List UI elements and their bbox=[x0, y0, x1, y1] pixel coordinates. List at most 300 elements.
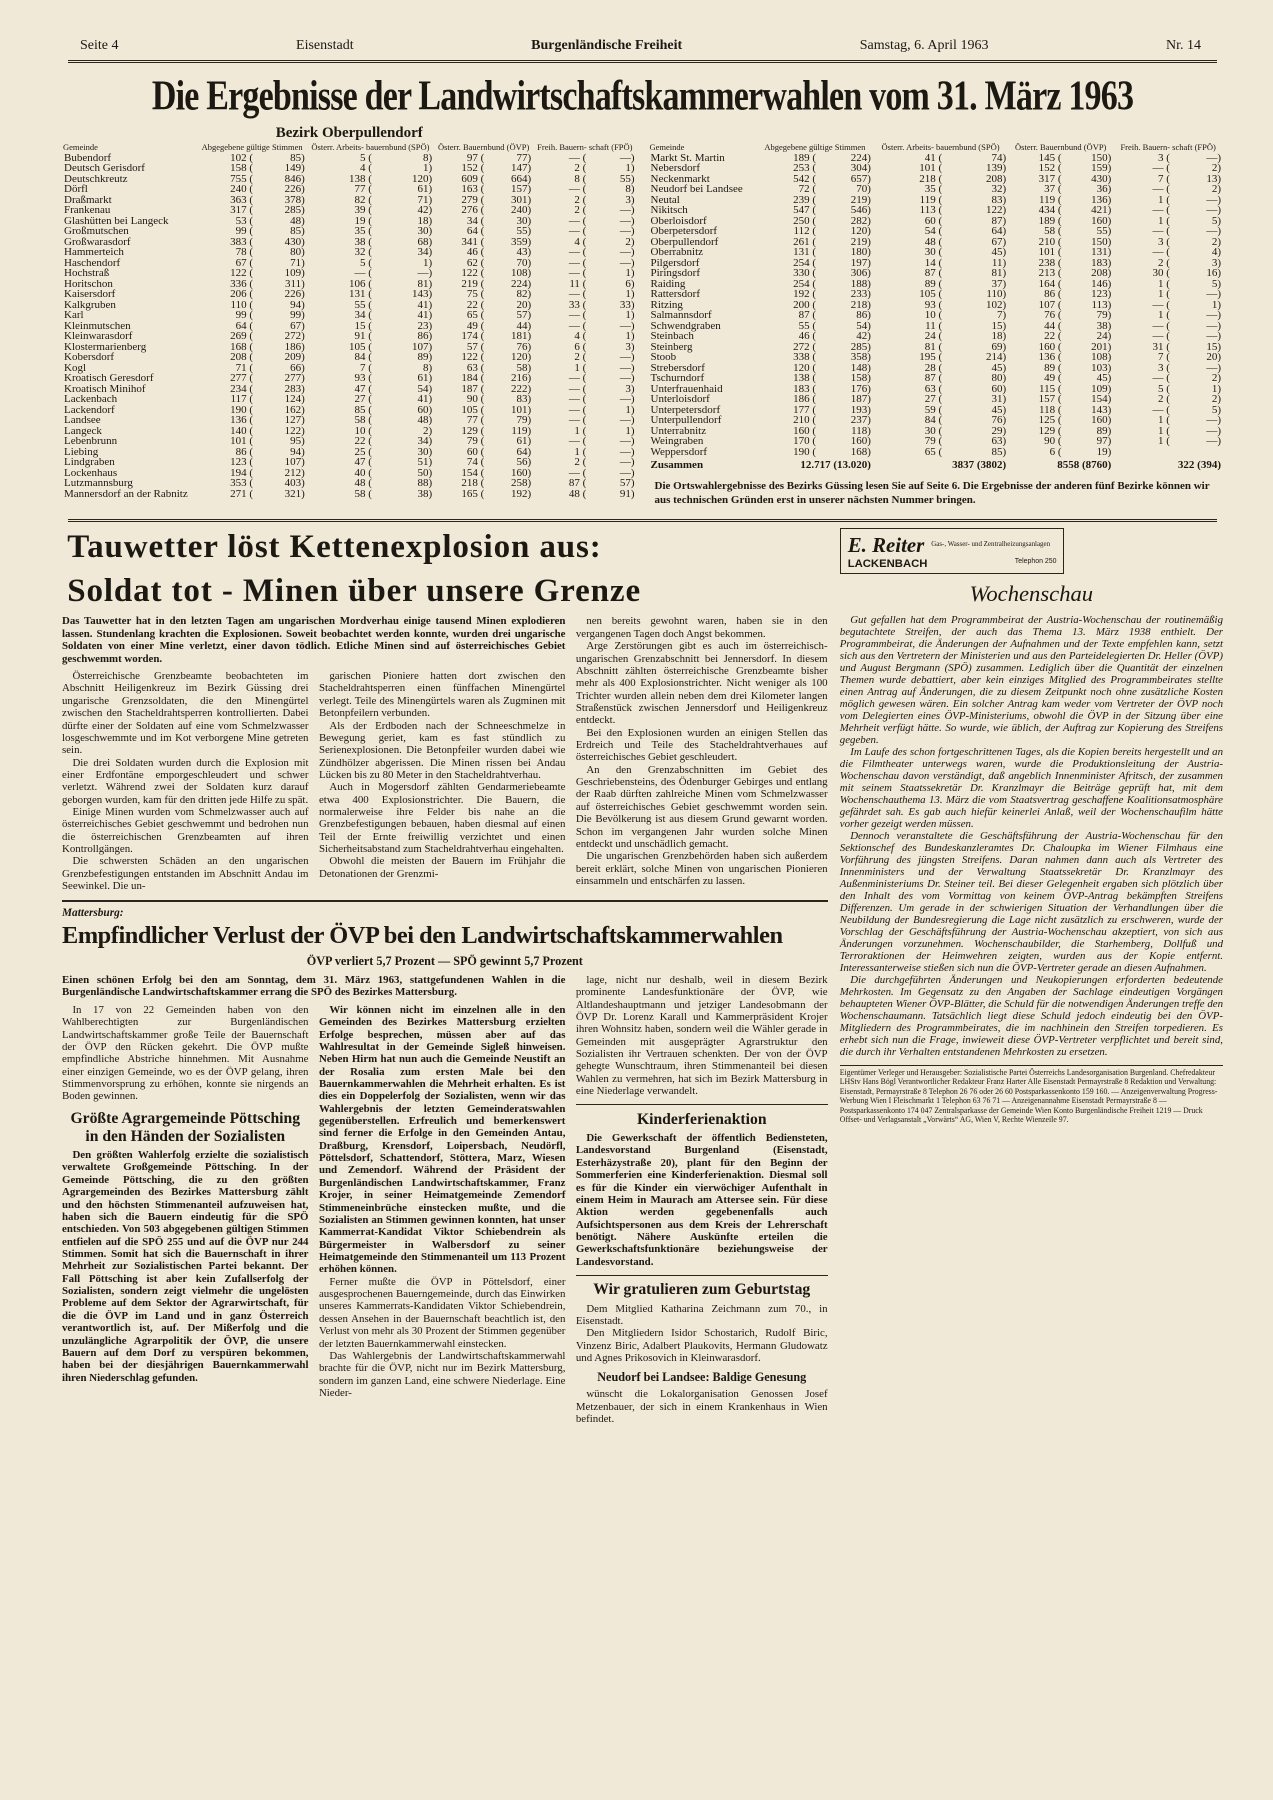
result-value: 194 ( bbox=[230, 466, 254, 479]
result-value: 19 ( bbox=[354, 214, 372, 227]
result-value: 65 ( bbox=[924, 445, 943, 458]
result-value: 55 ( bbox=[354, 298, 372, 311]
result-value: 201) bbox=[1091, 340, 1112, 353]
gemeinde-name: Strebersdorf bbox=[650, 361, 705, 374]
result-value: — ( bbox=[568, 267, 587, 279]
col-spo: Österr. Arbeits- bauernbund (SPÖ) bbox=[881, 142, 1000, 152]
result-value: 81 ( bbox=[924, 340, 943, 353]
result-value: 165 ( bbox=[461, 487, 485, 500]
result-value: 139) bbox=[985, 162, 1007, 174]
result-value: 23) bbox=[417, 319, 433, 332]
results-table-left bbox=[62, 143, 637, 499]
result-value: — ( bbox=[568, 151, 587, 164]
gemeinde-name: Weppersdorf bbox=[650, 445, 708, 458]
poettsching-heading: Größte Agrargemeinde Pöttsching in den Händen der Sozialisten bbox=[70, 1109, 301, 1145]
result-value: 8) bbox=[422, 361, 433, 374]
result-value: — ( bbox=[568, 256, 587, 269]
result-value: 210 ( bbox=[1038, 235, 1062, 248]
result-value: 102 ( bbox=[230, 151, 254, 164]
result-value: 18) bbox=[417, 214, 433, 227]
result-value: 48 ( bbox=[924, 235, 943, 248]
result-value: 20) bbox=[516, 298, 532, 311]
result-value: 192) bbox=[510, 487, 532, 500]
gemeinde-name: Rattersdorf bbox=[650, 288, 700, 300]
wochenschau-text bbox=[840, 614, 1223, 1058]
neudorf-heading: Neudorf bei Landsee: Baldige Genesung bbox=[597, 1369, 807, 1384]
neudorf-text: wünscht die Lokalorganisation Genossen Josef Metzenbauer, der sich in einem Krankenhaus in Wien befindet. bbox=[575, 1388, 828, 1425]
result-value: 1 ( bbox=[1157, 214, 1170, 227]
result-value: —) bbox=[1206, 151, 1221, 164]
result-value: 60 ( bbox=[924, 214, 943, 227]
result-value: 4 ( bbox=[359, 162, 372, 174]
result-value: 3 ( bbox=[1157, 361, 1170, 374]
result-value: 48) bbox=[290, 214, 305, 227]
result-value: 22 ( bbox=[466, 298, 485, 311]
result-value: —) bbox=[619, 372, 635, 384]
result-value: 46 ( bbox=[798, 330, 817, 342]
col-gemeinde: Gemeinde bbox=[649, 142, 685, 152]
gemeinde-name: Piringsdorf bbox=[650, 267, 700, 279]
result-value: 95) bbox=[290, 435, 305, 447]
gemeinde-name: Langeck bbox=[64, 424, 102, 437]
result-value: 321) bbox=[284, 487, 305, 500]
result-value: 5) bbox=[1211, 403, 1221, 416]
paragraph: In 17 von 22 Gemeinden haben von den Wahlberechtigten zur Burgenländischen Landwirtschaftskammer große Teile der Bauernschaft der ÖVP den Rücken gekehrt. Die ÖVP mußte empfindliche Abstriche hinnehmen. Mit Ausnahme einer einzigen Gemeinde, wo es der ÖVP gelang, ihren Stimmenvorsprung zu erhöhen, konnte sie nirgends an Boden gewinnen. bbox=[62, 1003, 309, 1103]
result-value: 34 ( bbox=[354, 309, 372, 321]
result-value: 93 ( bbox=[924, 298, 943, 311]
result-row bbox=[649, 331, 1224, 342]
result-value: — ( bbox=[568, 466, 587, 479]
gemeinde-name: Neutal bbox=[650, 193, 680, 206]
result-value: 45) bbox=[991, 246, 1007, 258]
result-value: 317 ( bbox=[1038, 172, 1062, 185]
result-value bbox=[1172, 447, 1223, 458]
result-value: 77) bbox=[516, 151, 532, 164]
result-value: 88) bbox=[417, 477, 433, 489]
result-value: 58) bbox=[516, 361, 532, 374]
result-value: 27 ( bbox=[354, 393, 372, 405]
result-value: 378) bbox=[284, 193, 305, 206]
result-value: — ( bbox=[1152, 204, 1170, 216]
result-row bbox=[62, 289, 637, 300]
gemeinde-name: Unterpullendorf bbox=[650, 414, 722, 426]
result-value: 1) bbox=[625, 330, 635, 342]
result-value: 218) bbox=[850, 298, 871, 311]
result-value: —) bbox=[1206, 319, 1221, 332]
result-value: 41) bbox=[417, 298, 433, 311]
result-value: 657) bbox=[850, 172, 871, 185]
result-value: 2 ( bbox=[574, 456, 587, 468]
result-value: 33) bbox=[619, 298, 635, 311]
col-ovp: Österr. Bauernbund (ÖVP) bbox=[437, 142, 530, 152]
result-value: 32 ( bbox=[354, 246, 372, 258]
result-value: 38) bbox=[417, 487, 433, 500]
result-value: 330 ( bbox=[793, 267, 817, 279]
gemeinde-name: Ritzing bbox=[650, 298, 683, 311]
result-value: 15) bbox=[991, 319, 1007, 332]
result-value: 24 ( bbox=[924, 330, 943, 342]
result-value: 87 ( bbox=[798, 309, 817, 321]
gemeinde-name: Unterrabnitz bbox=[650, 424, 707, 437]
result-value: 254 ( bbox=[793, 277, 817, 290]
result-value: 237) bbox=[850, 414, 871, 426]
result-value: 86 ( bbox=[235, 445, 254, 458]
result-value: 80) bbox=[991, 372, 1007, 384]
result-value: 24) bbox=[1096, 330, 1112, 342]
result-value: 120) bbox=[850, 225, 871, 237]
result-value: 174 ( bbox=[461, 330, 485, 342]
result-value: 6 ( bbox=[1049, 445, 1062, 458]
result-value: — ( bbox=[568, 214, 587, 227]
birthday-heading: Wir gratulieren zum Geburtstag bbox=[576, 1275, 828, 1299]
result-value: 18) bbox=[991, 330, 1007, 342]
result-value: 120 ( bbox=[793, 361, 817, 374]
result-value: —) bbox=[619, 361, 635, 374]
result-value: 272 ( bbox=[793, 340, 817, 353]
result-value: 58 ( bbox=[1044, 225, 1062, 237]
result-value: 50) bbox=[417, 466, 433, 479]
result-value: — ( bbox=[1152, 372, 1170, 384]
result-value: —) bbox=[1206, 435, 1221, 447]
result-value: 301) bbox=[510, 193, 532, 206]
result-value: 66) bbox=[290, 361, 305, 374]
result-value: 7 ( bbox=[1157, 172, 1170, 185]
result-value: — ( bbox=[1152, 183, 1170, 195]
gemeinde-name: Lebenbrunn bbox=[64, 435, 118, 447]
gemeinde-name: Hochstraß bbox=[64, 267, 110, 279]
result-value: 67 ( bbox=[235, 256, 254, 269]
result-value: 11 ( bbox=[925, 319, 943, 332]
result-value: 664) bbox=[510, 172, 532, 185]
result-value: 341 ( bbox=[461, 235, 485, 248]
result-row bbox=[62, 489, 637, 500]
result-value: 110 ( bbox=[230, 298, 254, 311]
result-value: 79 ( bbox=[924, 435, 943, 447]
result-value: 176) bbox=[850, 382, 871, 395]
result-value: —) bbox=[619, 351, 635, 363]
result-value: 208 ( bbox=[230, 351, 254, 363]
result-value: 54) bbox=[856, 319, 871, 332]
gemeinde-name: Neckenmarkt bbox=[650, 172, 710, 185]
gemeinde-name: Lockenhaus bbox=[64, 466, 118, 479]
result-row bbox=[62, 300, 637, 311]
masthead-rule bbox=[68, 60, 1217, 63]
result-value: 283) bbox=[284, 382, 305, 395]
result-value: 108) bbox=[1091, 351, 1112, 363]
result-value: — ( bbox=[568, 225, 587, 237]
result-value: 55) bbox=[1096, 225, 1112, 237]
gemeinde-name: Großmutschen bbox=[64, 225, 129, 237]
gemeinde-name: Karl bbox=[64, 309, 84, 321]
result-value: 47 ( bbox=[354, 456, 372, 468]
result-value: 214) bbox=[985, 351, 1007, 363]
result-value: 304) bbox=[850, 162, 871, 174]
result-value: 542 ( bbox=[793, 172, 817, 185]
result-value: 6 ( bbox=[574, 340, 587, 353]
result-value: 218 ( bbox=[461, 477, 485, 489]
result-value: 150) bbox=[1091, 151, 1112, 164]
result-value: 113 ( bbox=[919, 204, 943, 216]
result-value: —) bbox=[1206, 193, 1221, 206]
result-value: 48 ( bbox=[354, 477, 372, 489]
result-value: 254 ( bbox=[793, 256, 817, 269]
gemeinde-name: Steinberg bbox=[650, 340, 693, 353]
result-value: 55) bbox=[516, 225, 532, 237]
election-col2-text: Wir können nicht im einzelnen alle in den Gemeinden des Bezirkes Mattersburg erzielten Erfolge besprechen, müssen aber auf das Wahlresultat in der Gemeinde Sigleß hinweisen. Neben Hirm hat nun auch die Gemeinde Neustift an der Rosalia zum ersten Male bei den Bauernkammerwahlen die Mehrheit erhalten. Es ist dies ein Doppelerfolg der Sozialisten, wenn wir das Wahlergebnis der letzten Gemeinderatswahlen gegenüberstellen. Erfreulich und bemerkenswert sind ferner die Erfolge in den Gemeinden Antau, Draßburg, Krensdorf, Loipersbach, Neudörfl, Pöttelsdorf, Schattendorf, Stöttera, Marz, Wiesen und Zemendorf. Während der Präsident der Burgenländischen Landwirtschaftskammer, Franz Krojer, in seiner Heimatgemeinde Zemendorf Stimmeneinbrüche einstecken mußte, und die Sozialisten an Stimmen gewinnen konnten, hat unser Kammerrat-Kandidat Viktor Schiebendrein als Bürgermeister in Walbersdorf zu seiner Heimatgemeinde den Stimmenanteil um 113 Prozent erhöhen können. bbox=[318, 1003, 566, 1276]
result-value: 138 ( bbox=[348, 172, 372, 185]
result-value: — ( bbox=[1152, 403, 1170, 416]
result-value: —) bbox=[1206, 330, 1221, 342]
result-value: 609 ( bbox=[461, 172, 485, 185]
result-value: 123) bbox=[1091, 288, 1112, 300]
result-value: — ( bbox=[1152, 162, 1170, 174]
total-ovp: 8558 (8760) bbox=[1057, 459, 1112, 471]
result-value: 29) bbox=[991, 424, 1007, 437]
result-value: 180) bbox=[850, 246, 871, 258]
result-value: 59 ( bbox=[924, 403, 943, 416]
result-value: 61) bbox=[516, 435, 532, 447]
result-value: 186 ( bbox=[793, 393, 817, 405]
result-value: 90 ( bbox=[1044, 435, 1062, 447]
election-lead: Einen schönen Erfolg bei den am Sonntag, dem 31. März 1963, stattgefundenen Wahlen in die Burgenländische Landwirtschaftskammer errang die SPÖ des Bezirkes Mattersburg. bbox=[62, 973, 566, 999]
result-value: 45) bbox=[991, 403, 1007, 416]
result-value: 160 ( bbox=[1038, 340, 1062, 353]
result-value: 16) bbox=[1206, 267, 1221, 279]
gemeinde-name: Raiding bbox=[650, 277, 686, 290]
result-value: 363 ( bbox=[230, 193, 254, 206]
result-value: 285) bbox=[284, 204, 305, 216]
result-row bbox=[62, 237, 637, 248]
result-row bbox=[649, 184, 1224, 195]
result-value: — ( bbox=[568, 435, 587, 447]
result-value: 338 ( bbox=[793, 351, 817, 363]
result-value: 110) bbox=[986, 288, 1007, 300]
election-subline: ÖVP verliert 5,7 Prozent — SPÖ gewinnt 5,7 Prozent bbox=[306, 953, 583, 968]
gemeinde-name: Nebersdorf bbox=[650, 162, 700, 174]
result-value: 181) bbox=[510, 330, 532, 342]
result-value: —) bbox=[619, 319, 635, 332]
result-value: 93 ( bbox=[354, 372, 372, 384]
gemeinde-name: Kalkgruben bbox=[64, 298, 116, 311]
result-value: — ( bbox=[568, 382, 587, 395]
result-value: 60) bbox=[991, 382, 1007, 395]
result-value: 5 ( bbox=[359, 256, 372, 269]
result-value: 86 ( bbox=[1044, 288, 1062, 300]
result-value: 2 ( bbox=[1157, 393, 1170, 405]
result-value: 272) bbox=[284, 330, 305, 342]
result-value: 48 ( bbox=[568, 487, 587, 500]
gemeinde-name: Weingraben bbox=[650, 435, 704, 447]
paragraph: Gut gefallen hat dem Programmbeirat der Austria-Wochenschau der routinemäßig begutachtete Streifen, der auch das Thema 13. März 1938 enthielt. Der Programmbeirat, die Änderungen der Aufnahmen und der Texte empfehlen kann, setzt sich aus den Vertretern der Ministerien und aus den Parteidelegierten Dr. Heller (ÖVP) und August Bergmann (SPÖ) zusammen. Lediglich über die Quantität der einzelnen Themen wurde debattiert, aber kein einziges Mitglied des Programmbeirates stellte einen Antrag auf Änderungen, die zu diesem Zeitpunkt noch ohne zusätzliche Kosten möglich gewesen wären. Ein solcher Antrag kam weder vom Vertreter der ÖVP noch vom Delegierten eines ÖVP-Ministeriums, obwohl die ÖVP in der Sitzung über eine Mehrheit verfügt hätte. So wurde, wie üblich, der Auftrag zur Kopierung des Streifens gegeben. bbox=[839, 613, 1223, 746]
paragraph: Einige Minen wurden vom Schmelzwasser auch auf österreichisches Gebiet geschwemmt und bedrohen nun die österreichischen Grenzbeamten auf ihren Kontrollgängen. bbox=[62, 806, 309, 856]
result-row bbox=[62, 405, 637, 416]
result-value: 51) bbox=[417, 456, 433, 468]
result-value: 193) bbox=[850, 403, 871, 416]
result-row bbox=[649, 163, 1224, 174]
result-value: 216) bbox=[510, 372, 532, 384]
result-value: 186) bbox=[284, 340, 305, 353]
result-value: 122) bbox=[985, 204, 1007, 216]
result-row bbox=[649, 436, 1224, 447]
result-row bbox=[649, 373, 1224, 384]
result-value: 41 ( bbox=[924, 151, 943, 164]
result-value: 117 ( bbox=[230, 393, 254, 405]
result-value: 258) bbox=[510, 477, 532, 489]
election-col-2 bbox=[319, 1004, 566, 1400]
result-value: —) bbox=[619, 456, 635, 468]
result-value: 8 ( bbox=[574, 172, 587, 185]
col-abgegebene: Abgegebene gültige Stimmen bbox=[764, 142, 866, 152]
paragraph: Die drei Soldaten wurden durch die Explosion mit einer Erdfontäne emporgeschleudert und schwer verletzt. Während zwei der Soldaten kurz darauf geborgen wurden, kam für den dritten jede Hilfe zu spät. bbox=[62, 756, 309, 806]
result-value: 240) bbox=[510, 204, 532, 216]
result-row bbox=[62, 478, 637, 489]
gemeinde-name: Draßmarkt bbox=[64, 193, 112, 206]
result-value: 113) bbox=[1091, 298, 1112, 311]
result-value: 239 ( bbox=[793, 193, 817, 206]
advertisement bbox=[840, 528, 1065, 574]
result-value: 224) bbox=[850, 151, 871, 164]
result-value: 99 ( bbox=[235, 225, 254, 237]
paragraph: Dem Mitglied Katharina Zeichmann zum 70., in Eisenstadt. bbox=[575, 1302, 828, 1328]
result-value: 90 ( bbox=[466, 393, 485, 405]
result-value: 7) bbox=[996, 309, 1007, 321]
result-value: 189 ( bbox=[1038, 214, 1062, 227]
result-value: —) bbox=[1206, 288, 1221, 300]
col-fpo: Freih. Bauern- schaft (FPÖ) bbox=[537, 142, 633, 152]
result-value: — ( bbox=[568, 183, 587, 195]
result-value: 546) bbox=[850, 204, 871, 216]
result-value: 136) bbox=[1091, 193, 1112, 206]
result-value: 46 ( bbox=[466, 246, 485, 258]
result-value: 131 ( bbox=[793, 246, 817, 258]
result-value: 76) bbox=[516, 340, 532, 353]
result-value: 10 ( bbox=[354, 424, 372, 437]
gemeinde-name: Stoob bbox=[650, 351, 677, 363]
result-value: 62 ( bbox=[466, 256, 485, 269]
result-value: 77 ( bbox=[466, 414, 485, 426]
result-value: 30 ( bbox=[1152, 267, 1170, 279]
total-votes: 12.717 (13.020) bbox=[800, 459, 871, 471]
result-value: 120) bbox=[411, 172, 433, 185]
result-value: —) bbox=[619, 214, 635, 227]
result-value: 32) bbox=[991, 183, 1007, 195]
result-value: 160) bbox=[1091, 414, 1112, 426]
result-value: 311) bbox=[285, 277, 305, 290]
result-value: 430) bbox=[1091, 172, 1112, 185]
result-value: 208) bbox=[1091, 267, 1112, 279]
paragraph: Österreichische Grenzbeamte beobachteten im Abschnitt Heiligenkreuz im Bezirk Güssing drei ungarische Grenzsoldaten, die den Minengürtel zwischen den Stacheldrahtsperren kontrollierten. Dabei dürfte einer der Soldaten auf eine vom Schmelzwasser losgeschwemmte und im Kot verborgene Mine getreten sein. bbox=[62, 670, 309, 757]
result-value: 107 ( bbox=[1038, 298, 1062, 311]
result-value: 105 ( bbox=[919, 288, 943, 300]
result-value: 547 ( bbox=[793, 204, 817, 216]
kicker: Mattersburg: bbox=[62, 906, 124, 919]
result-value: 143) bbox=[411, 288, 433, 300]
result-value: 2) bbox=[625, 235, 635, 248]
result-value: — ( bbox=[568, 288, 587, 300]
result-value: 63 ( bbox=[466, 361, 485, 374]
result-value: 285) bbox=[850, 340, 871, 353]
result-value: 57) bbox=[619, 477, 635, 489]
gemeinde-name: Haschendorf bbox=[64, 256, 121, 269]
result-value: 33 ( bbox=[568, 298, 587, 311]
result-value: 89 ( bbox=[1044, 361, 1062, 374]
result-row bbox=[62, 226, 637, 237]
result-value: 122 ( bbox=[230, 267, 254, 279]
result-value: 1) bbox=[422, 162, 433, 174]
result-value: —) bbox=[1206, 204, 1221, 216]
page-title: Die Ergebnisse der Landwirtschaftskammerwahlen vom 31. März 1963 bbox=[151, 73, 1134, 120]
result-value: 54 ( bbox=[924, 225, 943, 237]
result-value: 99 ( bbox=[235, 309, 254, 321]
result-value: 233) bbox=[850, 288, 871, 300]
result-value: 136 ( bbox=[230, 414, 254, 426]
result-value: 20) bbox=[1206, 351, 1221, 363]
result-value: 45) bbox=[1096, 372, 1112, 384]
result-row bbox=[62, 195, 637, 206]
result-value: 3) bbox=[625, 382, 635, 395]
result-value: 125 ( bbox=[1038, 414, 1062, 426]
result-value: 163 ( bbox=[461, 183, 485, 195]
result-value: 89) bbox=[1096, 424, 1112, 437]
gemeinde-name: Pilgersdorf bbox=[650, 256, 700, 269]
result-value: 36) bbox=[1096, 183, 1112, 195]
result-value: 35 ( bbox=[354, 225, 372, 237]
bezirk-title: Bezirk Oberpullendorf bbox=[275, 125, 423, 141]
result-value: 76 ( bbox=[1044, 309, 1062, 321]
result-value: 58 ( bbox=[354, 487, 372, 500]
ad-logo: E. Reiter bbox=[847, 532, 925, 557]
result-value: —) bbox=[619, 246, 635, 258]
result-value: 1) bbox=[625, 288, 635, 300]
result-value: 101) bbox=[510, 403, 532, 416]
result-value: 15) bbox=[1206, 340, 1221, 353]
result-value: 118) bbox=[851, 424, 871, 437]
result-value: 63) bbox=[991, 435, 1007, 447]
result-row bbox=[649, 394, 1224, 405]
page-number: Seite 4 bbox=[80, 38, 119, 53]
mines-col-2 bbox=[319, 670, 566, 892]
result-value: 34) bbox=[417, 246, 433, 258]
col-spo: Österr. Arbeits- bauernbund (SPÖ) bbox=[311, 142, 430, 152]
paper-name: Burgenländische Freiheit bbox=[531, 38, 683, 53]
result-value: 131) bbox=[1091, 246, 1112, 258]
result-value: 84 ( bbox=[354, 351, 372, 363]
result-row bbox=[62, 352, 637, 363]
gemeinde-name: Deutsch Gerisdorf bbox=[64, 162, 145, 174]
gemeinde-name: Mannersdorf an der Rabnitz bbox=[64, 487, 188, 500]
result-value: 138 ( bbox=[793, 372, 817, 384]
paragraph: Dennoch veranstaltete die Geschäftsführung der Austria-Wochenschau für den Sektionschef des Bundeskanzleramtes Dr. Chaloupka im Wiener Filmhaus eine Vorführung des jüngsten Streifens. Daran nahmen dann auch als Vertreter des Innenministers und der Verwaltung Staatssekretär Dr. Kranzlmayr des Außenministeriums Dr. Steiner teil. Bei dieser Gelegenheit ergaben sich plötzlich über den Inhalt des vom Vormittag von keinem ÖVP-Antrag bekämpften Streifens Differenzen. Um gerade in der schwierigen Situation der Verhandlungen über die Neubildung der Bundesregierung die Lage nicht zusätzlich zu erschweren, wurde der Vorschlag der Geschäftsführung der Austria-Wochenschau akzeptiert, von sich aus Änderungen vorzunehmen. Wochenschaubilder, die Starhemberg, Dollfuß und Terroraktionen der Heimwehren zeigten, wurden aus der Kopie entfernt. Interessanterweise stießen sich nun die ÖVP-Vertreter gerade an diesen Aufnahmen. bbox=[839, 829, 1223, 974]
result-value: —) bbox=[619, 414, 635, 426]
result-row bbox=[649, 352, 1224, 363]
place: Eisenstadt bbox=[296, 38, 354, 53]
result-value: 2 ( bbox=[574, 162, 587, 174]
result-value: — ( bbox=[568, 414, 587, 426]
result-value: 70) bbox=[516, 256, 532, 269]
result-value: 8) bbox=[625, 183, 635, 195]
gemeinde-name: Kleinmutschen bbox=[64, 319, 131, 332]
result-value: 97 ( bbox=[466, 151, 485, 164]
result-value: 81) bbox=[991, 267, 1007, 279]
result-value: — ( bbox=[568, 403, 587, 416]
total-fpo: 322 (394) bbox=[1177, 459, 1221, 471]
result-value: 105 ( bbox=[348, 340, 372, 353]
gemeinde-name: Kogl bbox=[64, 361, 86, 374]
result-value: 37 ( bbox=[1044, 183, 1062, 195]
result-value: 76) bbox=[991, 414, 1007, 426]
ad-place: LACKENBACH bbox=[847, 557, 928, 570]
kinderferien-text: Die Gewerkschaft der öffentlich Bediensteten, Landesvorstand Burgenland (Eisenstadt, Esterhäzystraße 20), plant für den Beginn der Sommerferien eine Kinderferienaktion. Diesmal soll es für die Kinder ein vierwöchiger Aufenthalt in einem Heim in Maurach am Attersee sein. Für diese Aktion werden gegebenenfalls auch Aufsichtspersonen aus dem Kreis der Lehrerschaft benötigt. Nähere Auskünfte erteilen die Gewerkschaftsfunktionäre beziehungsweise der Landesvorstand. bbox=[575, 1132, 828, 1268]
